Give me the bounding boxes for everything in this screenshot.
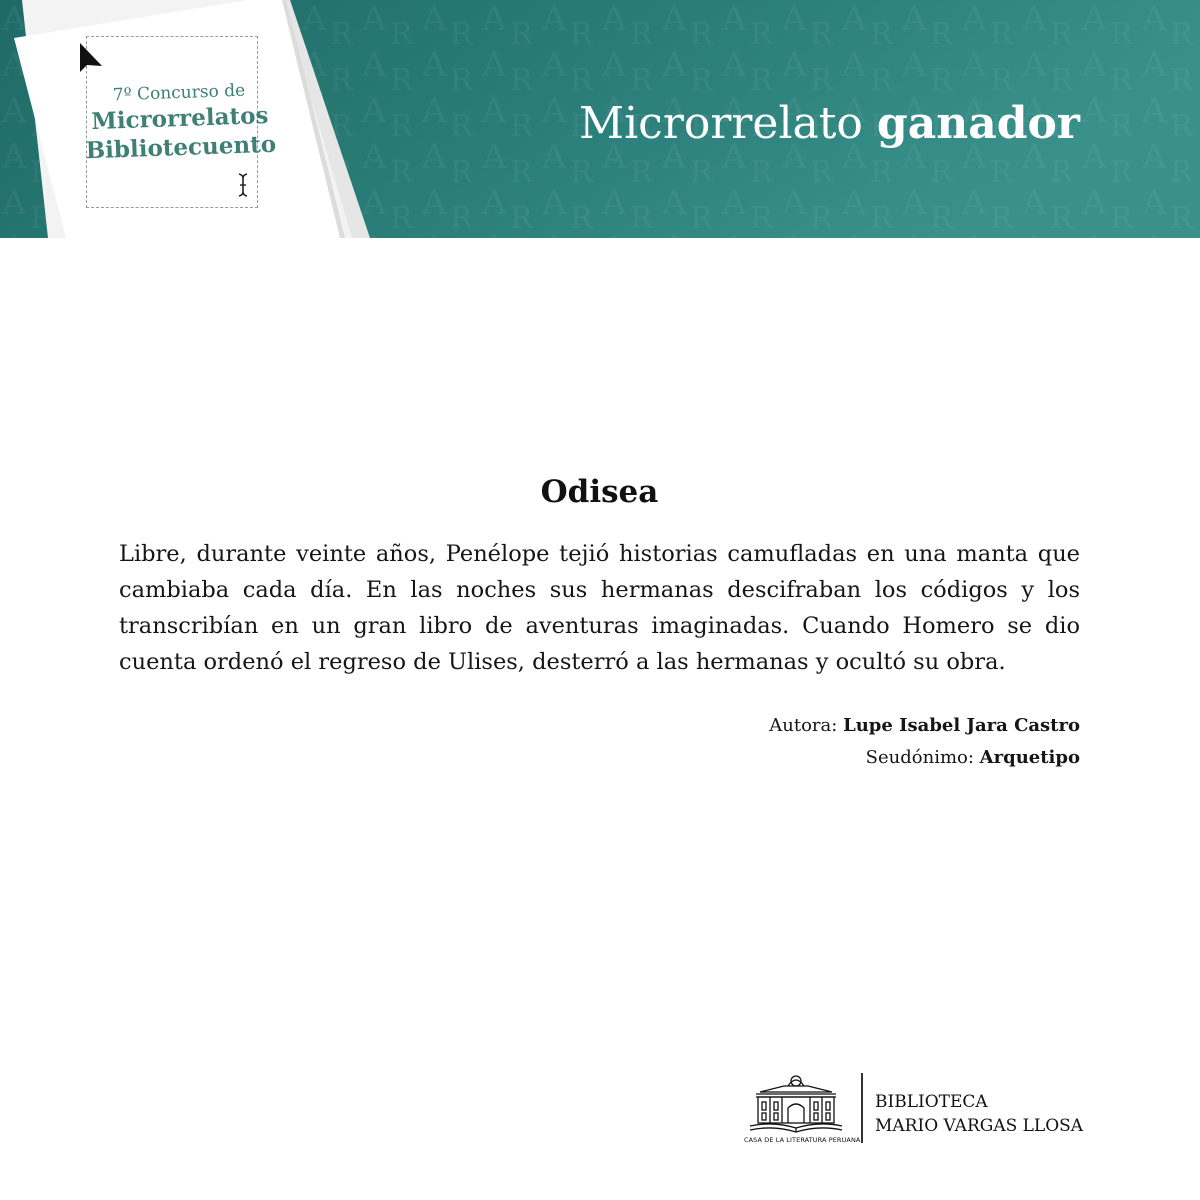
page-title — [579, 96, 1080, 152]
contest-title — [59, 78, 302, 166]
story-body: Libre, durante veinte años, Penélope tejió historias camufladas en una manta que cambiaba cada día. En las noches sus hermanas descifraban los códigos y los transcribían en un gran libro de aventuras imaginadas. Cuando Homero se dio cuenta ordenó el regreso de Ulises, desterró a las hermanas y ocultó su obra. — [119, 541, 1080, 675]
author-line — [119, 710, 1080, 742]
story-section — [119, 470, 1080, 774]
library-logo — [744, 1072, 1084, 1148]
logo-divider — [861, 1073, 863, 1143]
pseudonym-label: Seudónimo: — [865, 747, 974, 768]
credits — [119, 710, 1080, 774]
contest-edition: 7º Concurso de — [112, 80, 246, 106]
contest-paper — [0, 0, 380, 238]
author-name: Lupe Isabel Jara Castro — [843, 715, 1080, 736]
library-building-icon — [748, 1072, 844, 1134]
text-cursor-icon — [237, 172, 249, 198]
author-label: Autora: — [769, 715, 838, 736]
story-title: Odisea — [540, 474, 659, 510]
contest-name-line2: Bibliotecuento — [85, 130, 277, 165]
contest-name-line1: Microrrelatos — [90, 101, 269, 136]
mouse-pointer-icon — [78, 42, 104, 76]
title-regular: Microrrelato — [579, 98, 863, 149]
pseudonym-line — [119, 742, 1080, 774]
library-name — [875, 1090, 1083, 1138]
pseudonym-name: Arquetipo — [979, 747, 1080, 768]
library-name-line2: MARIO VARGAS LLOSA — [875, 1116, 1084, 1136]
logo-subtitle: CASA DE LA LITERATURA PERUANA — [744, 1136, 861, 1144]
header-banner — [0, 0, 1200, 238]
library-name-line1: BIBLIOTECA — [875, 1092, 988, 1112]
title-bold: ganador — [876, 98, 1080, 149]
